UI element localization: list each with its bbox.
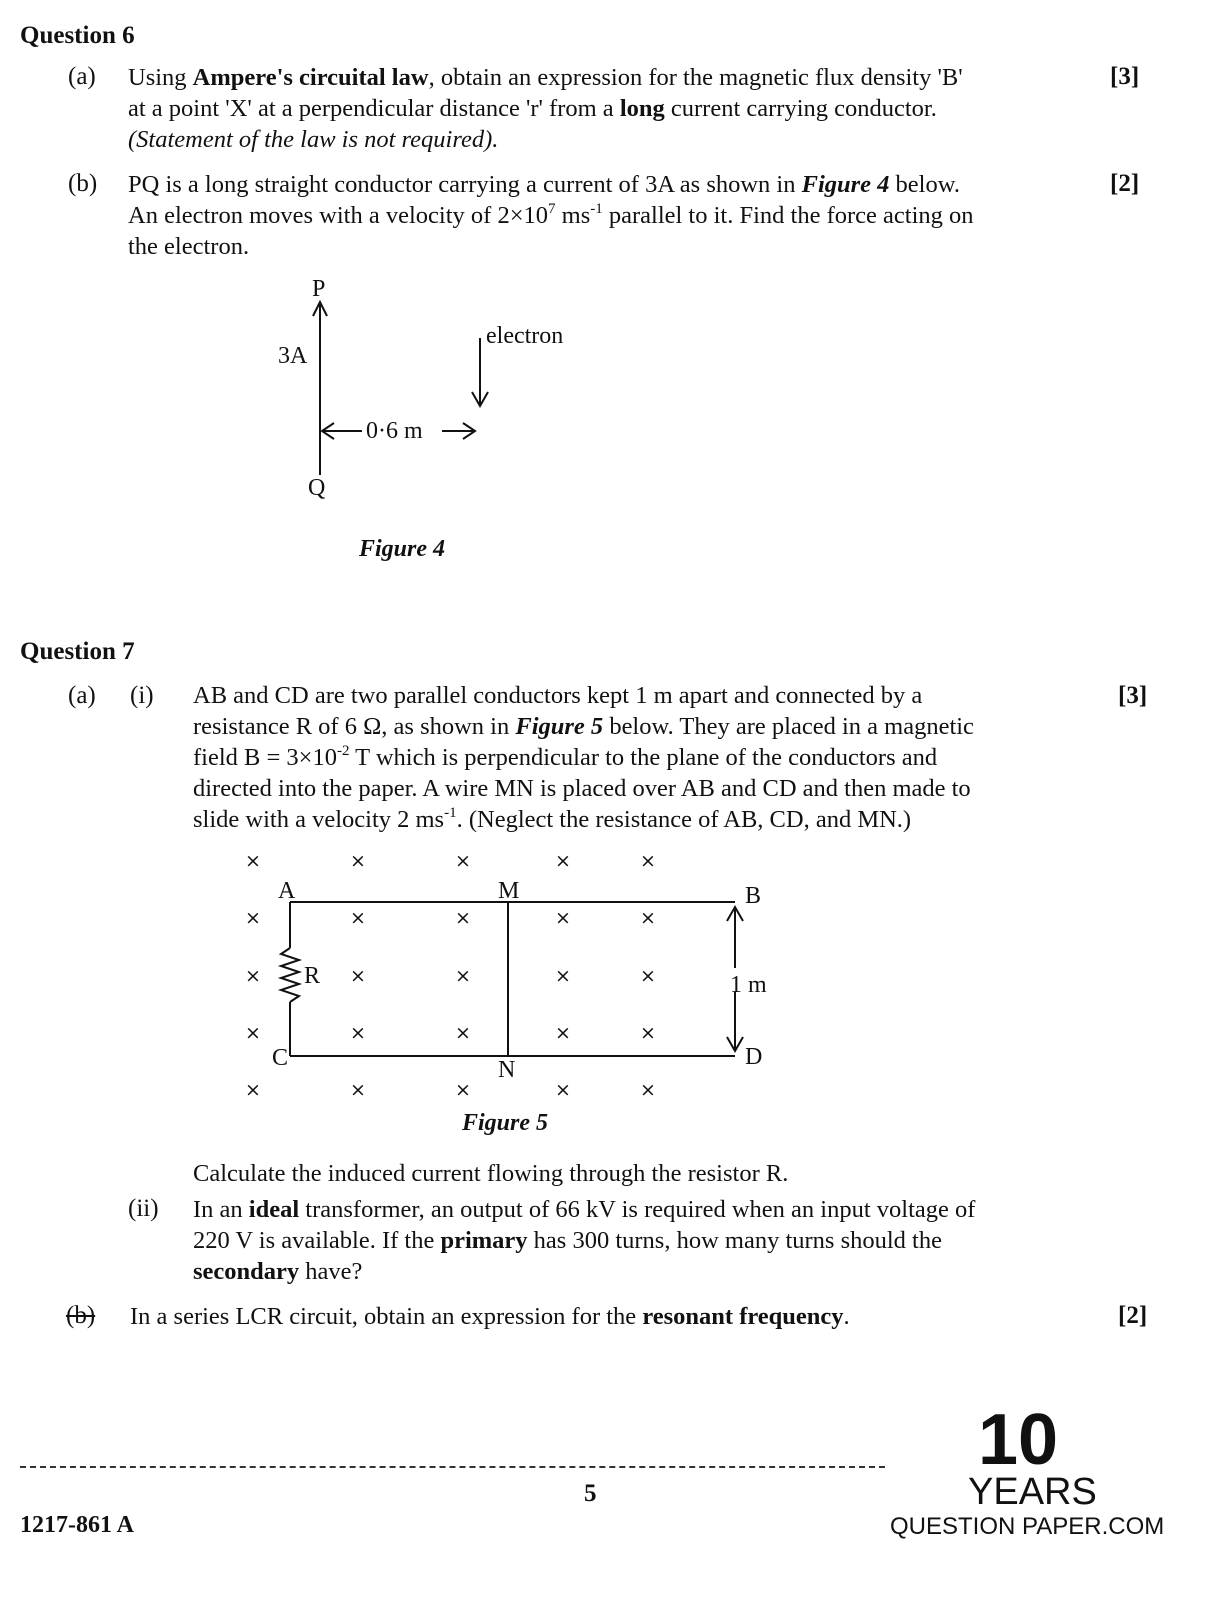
fig4-label-p: P xyxy=(312,276,326,302)
page-number: 5 xyxy=(584,1480,597,1507)
fig5-label-n: N xyxy=(498,1057,516,1083)
field-cross: × xyxy=(350,1022,366,1044)
question-7-title: Question 7 xyxy=(20,638,135,665)
field-cross: × xyxy=(350,1079,366,1101)
fig4-label-current: 3A xyxy=(278,343,308,369)
fig4-label-distance: 0·6 m xyxy=(366,418,423,444)
field-cross: × xyxy=(555,1079,571,1101)
logo-site: QUESTION PAPER.COM xyxy=(890,1513,1165,1540)
q7a-i-label: (i) xyxy=(130,682,154,709)
fig5-label-r: R xyxy=(304,963,321,989)
logo-years: YEARS xyxy=(968,1471,1097,1513)
q7a-ii-text: In an ideal transformer, an output of 66 kV is required when an input voltage of 220 V is available. If the primary has 300 turns, how many turns should the secondary have? xyxy=(193,1196,976,1285)
field-cross: × xyxy=(640,907,656,929)
fig4-label-electron: electron xyxy=(486,323,564,349)
q7a-i-text: AB and CD are two parallel conductors kept 1 m apart and connected by a resistance R of 6 Ω, as shown in Figure 5 below. They are placed in a magnetic field $B = 3\times 10^{-2}$ T which is perpendicular to the plane of the conductors and directed into the paper. A wire MN is placed over AB and CD and then made to slide with a velocity 2 $ms^{-1}$. (Neglect the resistance of AB, CD, and MN.) xyxy=(193,682,974,833)
field-cross: × xyxy=(640,965,656,987)
fig4-label-q: Q xyxy=(308,475,326,501)
field-cross: × xyxy=(455,850,471,872)
field-cross: × xyxy=(555,907,571,929)
logo-number: 10 xyxy=(978,1400,1059,1480)
figure-5-caption: Figure 5 xyxy=(462,1110,549,1136)
q6a-text: Using Ampere's circuital law, obtain an expression for the magnetic flux density 'B' at a point 'X' at a perpendicular distance 'r' from a long current carrying conductor. (Statement of the law is not required). xyxy=(128,64,963,153)
field-cross: × xyxy=(555,965,571,987)
field-cross: × xyxy=(640,850,656,872)
field-cross: × xyxy=(455,1079,471,1101)
q6a-label: (a) xyxy=(68,63,96,90)
field-cross: × xyxy=(640,1079,656,1101)
fig5-label-m: M xyxy=(498,878,520,904)
field-cross: × xyxy=(640,1022,656,1044)
q7b-marks: [2] xyxy=(1118,1302,1148,1329)
field-cross: × xyxy=(455,1022,471,1044)
field-cross: × xyxy=(245,907,261,929)
q7a-i-marks: [3] xyxy=(1118,682,1148,709)
q6b-marks: [2] xyxy=(1110,170,1140,197)
q6b-label: (b) xyxy=(68,170,98,197)
fig5-label-b: B xyxy=(745,883,762,909)
q7a-label: (a) xyxy=(68,682,96,709)
field-cross: × xyxy=(555,850,571,872)
q7a-i-calc-text: Calculate the induced current flowing through the resistor R. xyxy=(193,1160,789,1187)
q6a-marks: [3] xyxy=(1110,63,1140,90)
field-cross: × xyxy=(350,965,366,987)
field-cross: × xyxy=(245,965,261,987)
paper-code: 1217-861 A xyxy=(20,1512,134,1538)
fig5-label-c: C xyxy=(272,1045,289,1071)
q7b-label: (b) xyxy=(66,1302,96,1329)
fig5-label-a: A xyxy=(278,878,296,904)
field-cross: × xyxy=(245,1079,261,1101)
q7b-text: In a series LCR circuit, obtain an expression for the resonant frequency. xyxy=(130,1303,850,1330)
field-cross: × xyxy=(350,907,366,929)
fig5-label-d: D xyxy=(745,1044,763,1070)
q7a-ii-label: (ii) xyxy=(128,1195,159,1222)
figure-4-diagram xyxy=(270,300,510,480)
field-cross: × xyxy=(455,907,471,929)
field-cross: × xyxy=(455,965,471,987)
field-cross: × xyxy=(350,850,366,872)
question-6-title: Question 6 xyxy=(20,22,135,49)
figure-4-caption: Figure 4 xyxy=(359,536,446,562)
field-cross: × xyxy=(555,1022,571,1044)
fig5-label-length: 1 m xyxy=(730,972,767,998)
field-cross: × xyxy=(245,850,261,872)
footer-divider xyxy=(20,1466,885,1468)
resistor-r-zigzag xyxy=(281,948,299,1002)
q6b-text: PQ is a long straight conductor carrying a current of 3A as shown in Figure 4 below. An electron moves with a velocity of $2\times 10^7$ $ms^{-1}$ parallel to it. Find the force acting on the electron. xyxy=(128,171,974,260)
field-cross: × xyxy=(245,1022,261,1044)
